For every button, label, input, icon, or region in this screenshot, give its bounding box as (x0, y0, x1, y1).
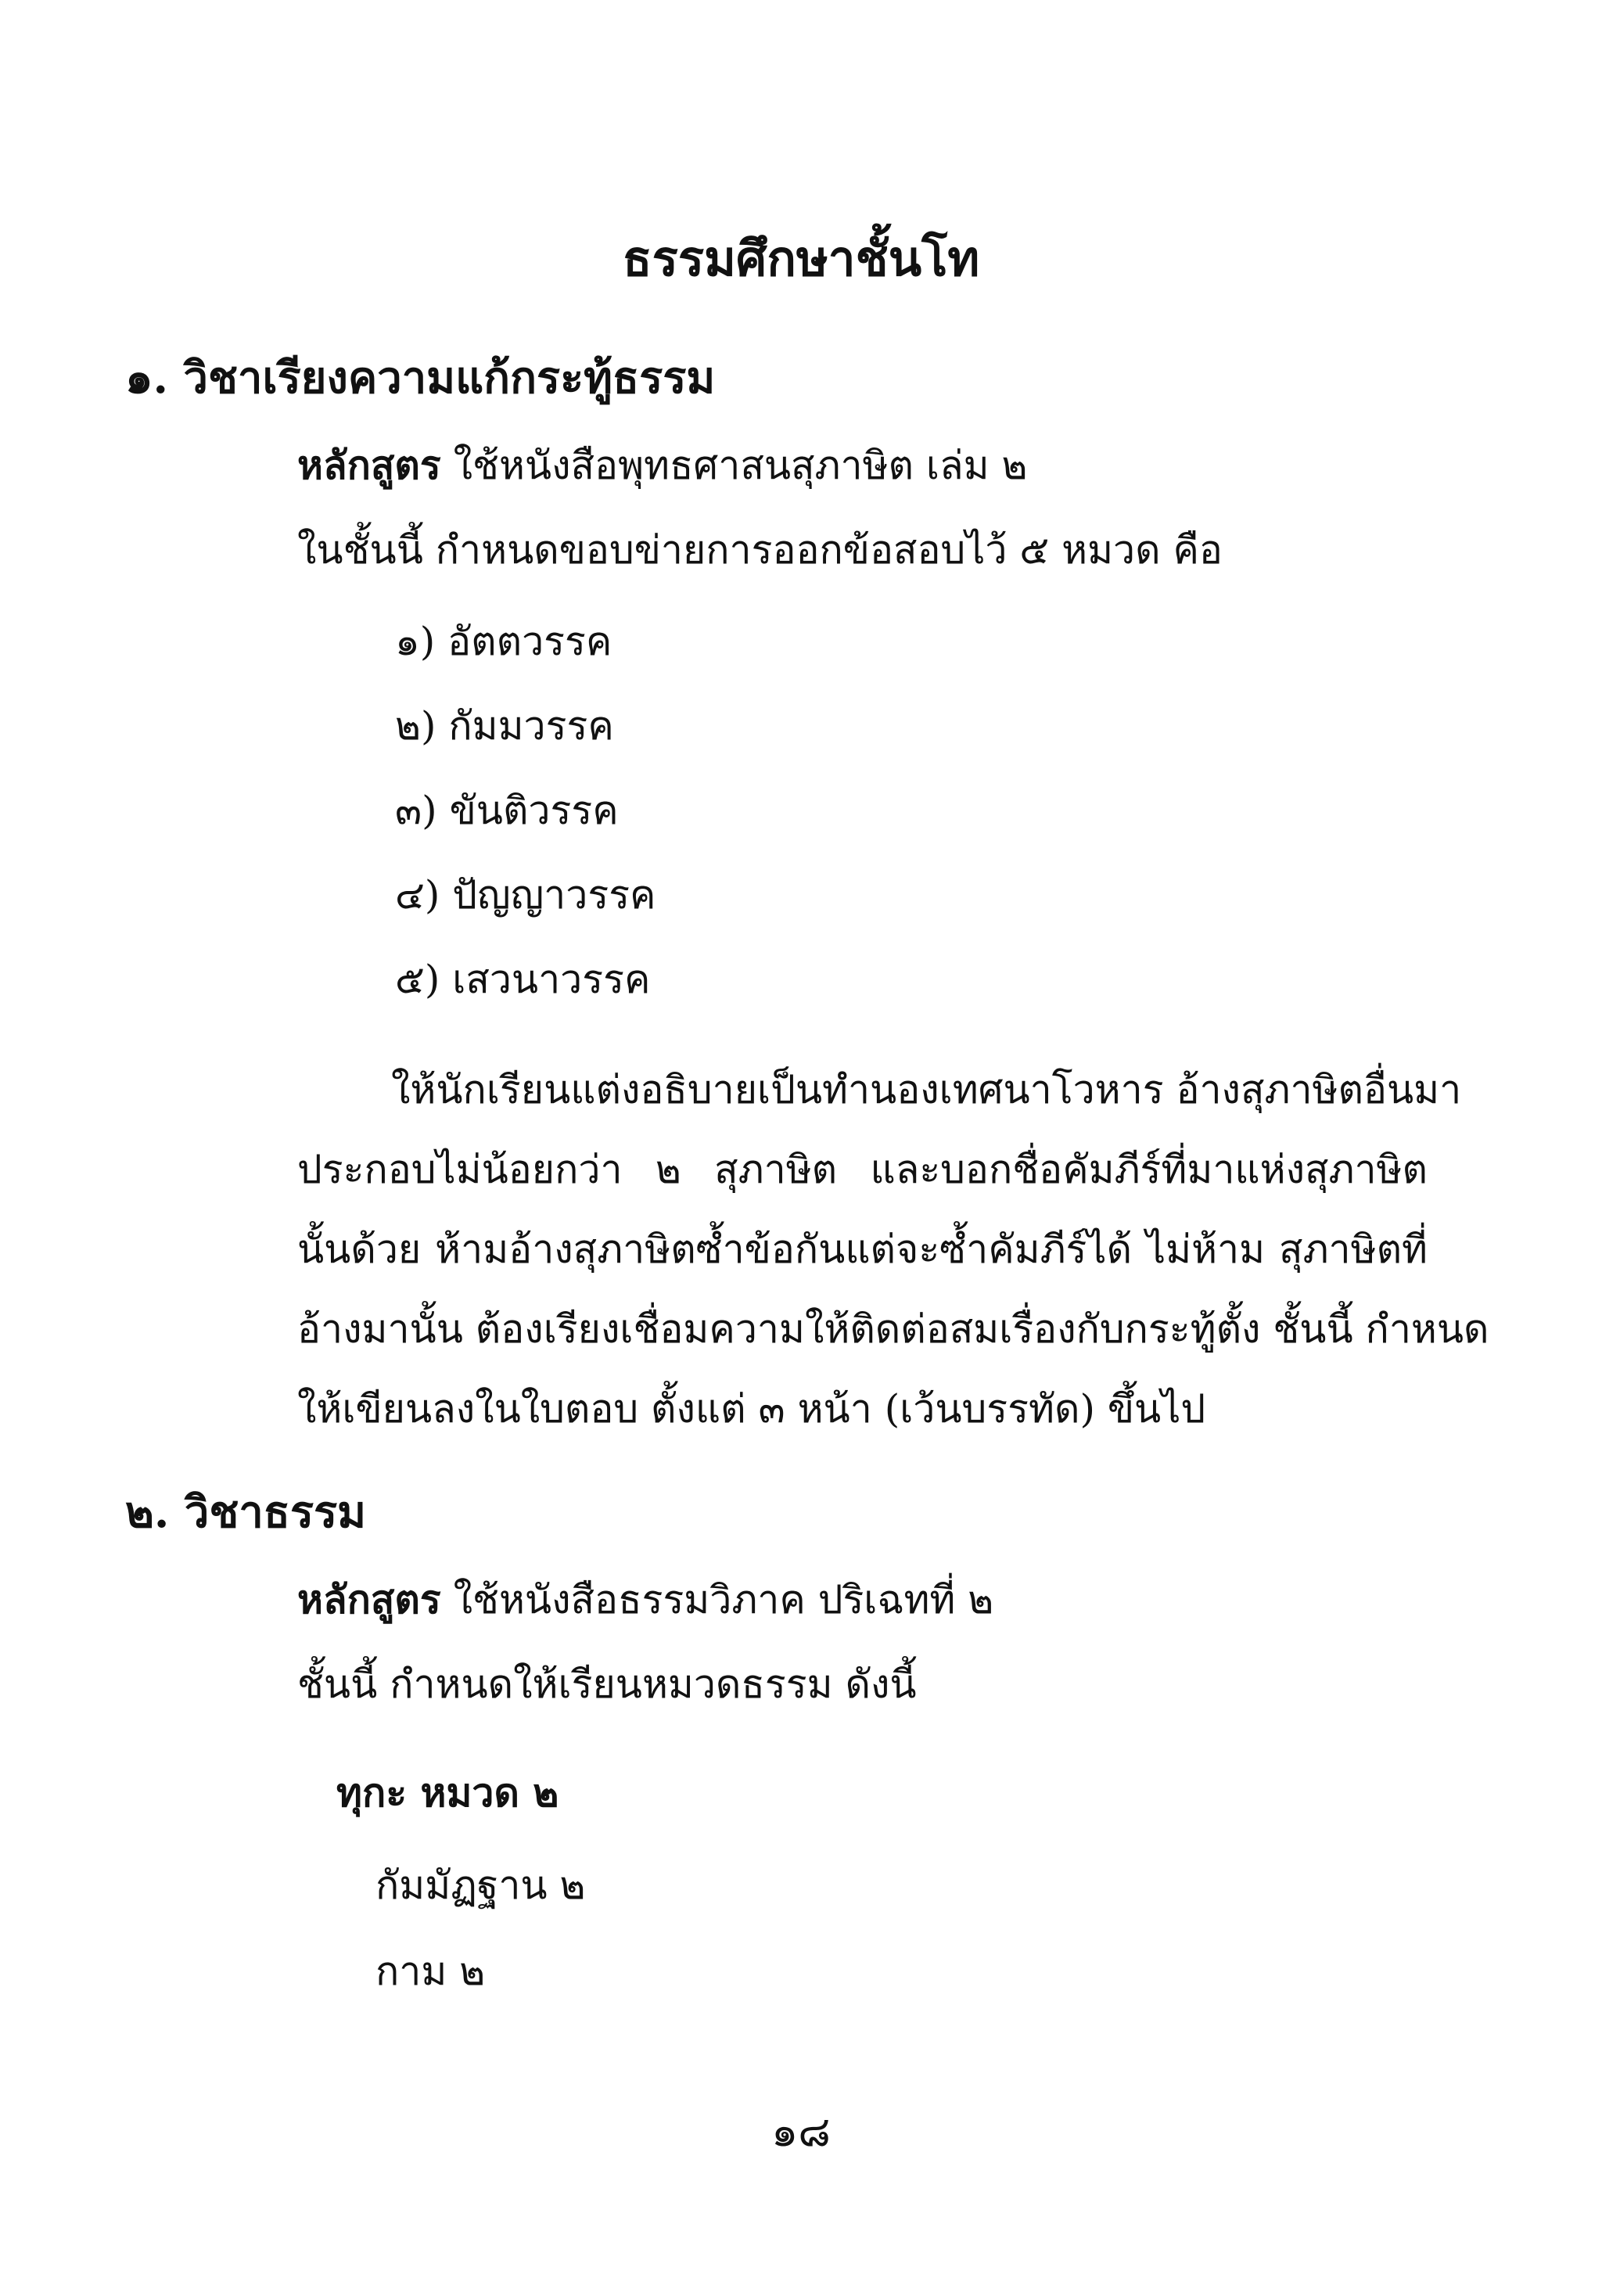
list-item: กาม ๒ (375, 1949, 486, 1994)
section-2-scope: ชั้นนี้ กำหนดให้เรียนหมวดธรรม ดังนี้ (297, 1662, 917, 1707)
dhamma-group-heading: ทุกะ หมวด ๒ (336, 1770, 559, 1816)
section-1-scope: ในชั้นนี้ กำหนดขอบข่ายการออกข้อสอบไว้ ๕ หมวด คือ (297, 527, 1223, 573)
list-item: ๕) เสวนาวรรค (395, 957, 651, 1002)
paragraph-line: ให้เขียนลงในใบตอบ ตั้งแต่ ๓ หน้า (เว้นบรรทัด) ขึ้นไป (297, 1386, 1206, 1432)
page-number: ๑๘ (771, 2107, 831, 2156)
paragraph-line: ให้นักเรียนแต่งอธิบายเป็นทำนองเทศนาโวหาร อ้างสุภาษิตอื่นมา (391, 1067, 1462, 1112)
section-2-heading: ๒. วิชาธรรม (125, 1486, 367, 1538)
list-item: ๓) ขันติวรรค (395, 788, 619, 833)
curriculum-text: ใช้หนังสือพุทธศาสนสุภาษิต เล่ม ๒ (453, 443, 1028, 488)
curriculum-text: ใช้หนังสือธรรมวิภาค ปริเฉทที่ ๒ (453, 1577, 994, 1622)
paragraph-line: ประกอบไม่น้อยกว่า ๒ สุภาษิต และบอกชื่อคัมภีร์ที่มาแห่งสุภาษิต (297, 1147, 1428, 1192)
list-item: ๔) ปัญญาวรรค (395, 872, 656, 918)
paragraph-line: อ้างมานั้น ต้องเรียงเชื่อมความให้ติดต่อสมเรื่องกับกระทู้ตั้ง ชั้นนี้ กำหนด (297, 1306, 1489, 1352)
list-item: กัมมัฏฐาน ๒ (375, 1863, 586, 1908)
paragraph-line: นั้นด้วย ห้ามอ้างสุภาษิตซ้ำข้อกันแต่จะซ้ำคัมภีร์ได้ ไม่ห้าม สุภาษิตที่ (297, 1227, 1428, 1272)
curriculum-label: หลักสูตร (297, 442, 441, 488)
page-title: ธรรมศึกษาชั้นโท (622, 230, 980, 287)
section-1-curriculum (297, 442, 1028, 488)
list-item: ๒) กัมมวรรค (395, 703, 614, 749)
list-item: ๑) อัตตวรรค (395, 619, 612, 664)
section-2-curriculum (297, 1576, 994, 1622)
section-1-heading: ๑. วิชาเรียงความแก้กระทู้ธรรม (125, 352, 716, 404)
curriculum-label: หลักสูตร (297, 1576, 441, 1622)
